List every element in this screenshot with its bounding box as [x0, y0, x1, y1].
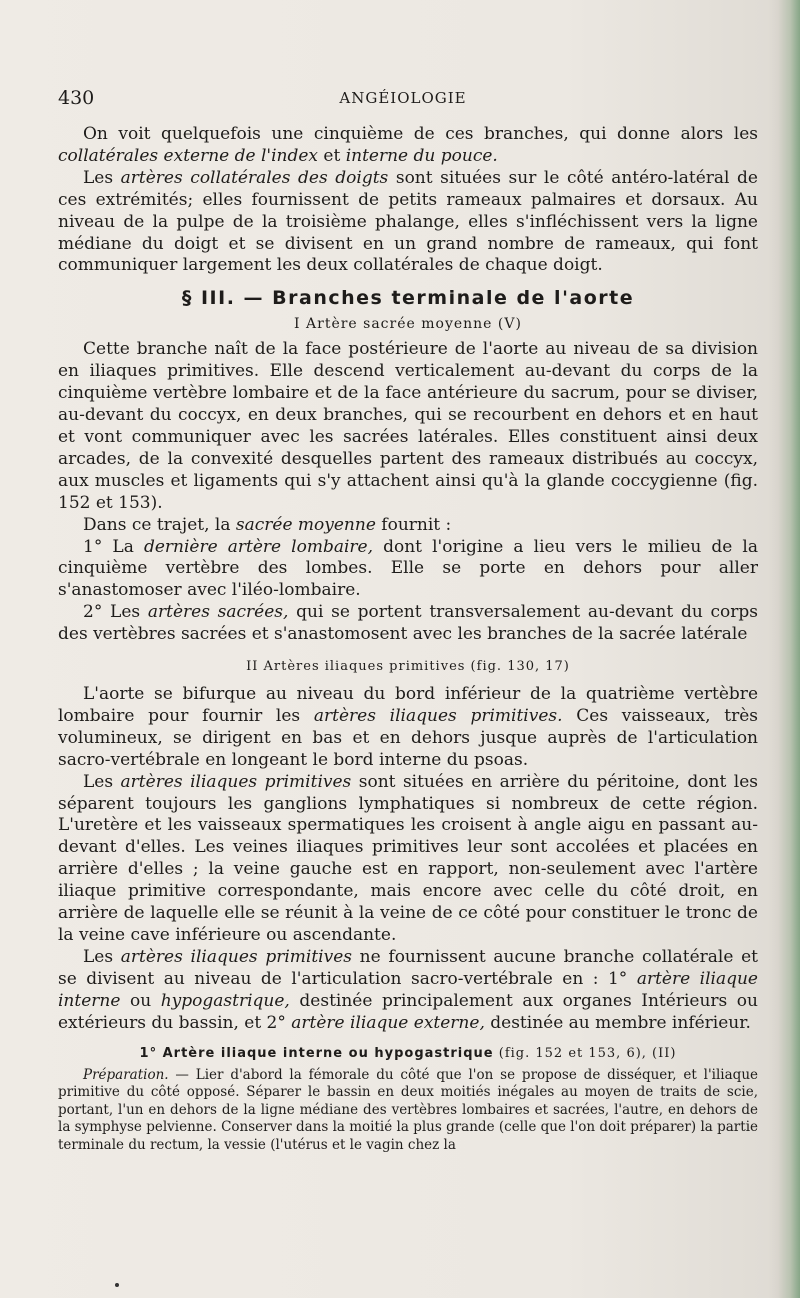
paragraph-4: Dans ce trajet, la sacrée moyenne fournit :: [83, 514, 452, 535]
section-title: § III. — Branches terminale de l'aorte: [181, 287, 635, 310]
subheading-iliaque-interne: 1° Artère iliaque interne ou hypogastrique (fig. 152 et 153, 6), (II): [139, 1045, 677, 1061]
paragraph-3: Cette branche naît de la face postérieure de l'aorte au niveau de sa division en iliaques primitives. Elle descend verticalement au-devant du corps de la cinquième vertèbre lombaire et de la face antérieure du sacrum, pour se diviser, au-devant du coccyx, en deux branches, qui se recourbent en dehors et en haut et vont communiquer avec les sacrées latérales. Elles constituent ainsi deux arcades, de la convexité desquelles partent des rameaux distribués au coccyx, aux muscles et ligaments qui s'y attachent ainsi qu'à la glande coccygienne (fig. 152 et 153).: [58, 339, 758, 513]
page-header: [58, 87, 748, 117]
paragraph-6: 2° Les artères sacrées, qui se portent transversalement au-devant du corps des vertèbres sacrées et s'anastomosent avec les branches de la sacrée latérale: [58, 602, 758, 645]
paragraph-2: Les artères collatérales des doigts sont situées sur le côté antéro-latéral de ces extrémités; elles fournissent de petits rameaux palmaires et dorsaux. Au niveau de la pulpe de la troisième phalange, elles s'infléchissent vers la ligne médiane du doigt et se divisent en un grand nombre de rameaux, qui font communiquer largement les deux collatérales de chaque doigt.: [58, 167, 758, 276]
subheading-sacree-moyenne: I Artère sacrée moyenne (V): [294, 316, 522, 333]
subheading-iliaques-primitives: II Artères iliaques primitives (fig. 130, 17): [246, 659, 570, 675]
paragraph-7: L'aorte se bifurque au niveau du bord inférieur de la quatrième vertèbre lombaire pour fournir les artères iliaques primitives. Ces vaisseaux, très volumineux, se dirigent en bas et en dehors jusque auprès de l'articulation sacro-vertébrale en longeant le bord interne du psoas.: [58, 684, 759, 770]
ink-speck: [115, 1283, 119, 1287]
paragraph-8: Les artères iliaques primitives sont situées en arrière du péritoine, dont les séparent toujours les ganglions lymphatiques si nombreux de cette région. L'uretère et les vaisseaux spermatiques les croisent à angle aigu en passant au-devant d'elles. Les veines iliaques primitives leur sont accolées et placées en arrière d'elles ; la veine gauche est en rapport, non-seulement avec l'artère iliaque primitive correspondante, mais encore avec celle du côté droit, en arrière de laquelle elle se réunit à la veine de ce côté pour constituer le tronc de la veine cave inférieure ou ascendante.: [58, 771, 758, 945]
paragraph-9: Les artères iliaques primitives ne fournissent aucune branche collatérale et se divisent au niveau de l'articulation sacro-vertébrale en : 1° artère iliaque interne ou hypogastrique, destinée principalement aux organes Intérieurs ou extérieurs du bassin, et 2° artère iliaque externe, destinée au membre inférieur.: [58, 946, 758, 1033]
body-text: [58, 124, 758, 1155]
paragraph-preparation: Préparation. — Lier d'abord la fémorale du côté que l'on se propose de disséquer, et l'iliaque primitive du côté opposé. Séparer le bassin en deux moitiés inégales au moyen de traits de scie, portant, l'un en dehors de la ligne médiane des vertèbres lombaires et sacrées, l'autre, en dehors de la symphyse pelvienne. Conserver dans la moitié la plus grande (celle que l'on doit préparer) la partie terminale du rectum, la vessie (l'utérus et le vagin chez la: [58, 1066, 758, 1153]
running-head: ANGÉIOLOGIE: [339, 89, 467, 107]
paragraph-5: 1° La dernière artère lombaire, dont l'origine a lieu vers le milieu de la cinquième vertèbre des lombes. Elle se porte en dehors pour aller s'anastomoser avec l'iléo-lombaire.: [58, 536, 758, 601]
page-edge: [778, 0, 800, 1298]
page-number: 430: [58, 87, 95, 109]
paragraph-1: On voit quelquefois une cinquième de ces branches, qui donne alors les collatérales externe de l'index et interne du pouce.: [58, 124, 758, 166]
